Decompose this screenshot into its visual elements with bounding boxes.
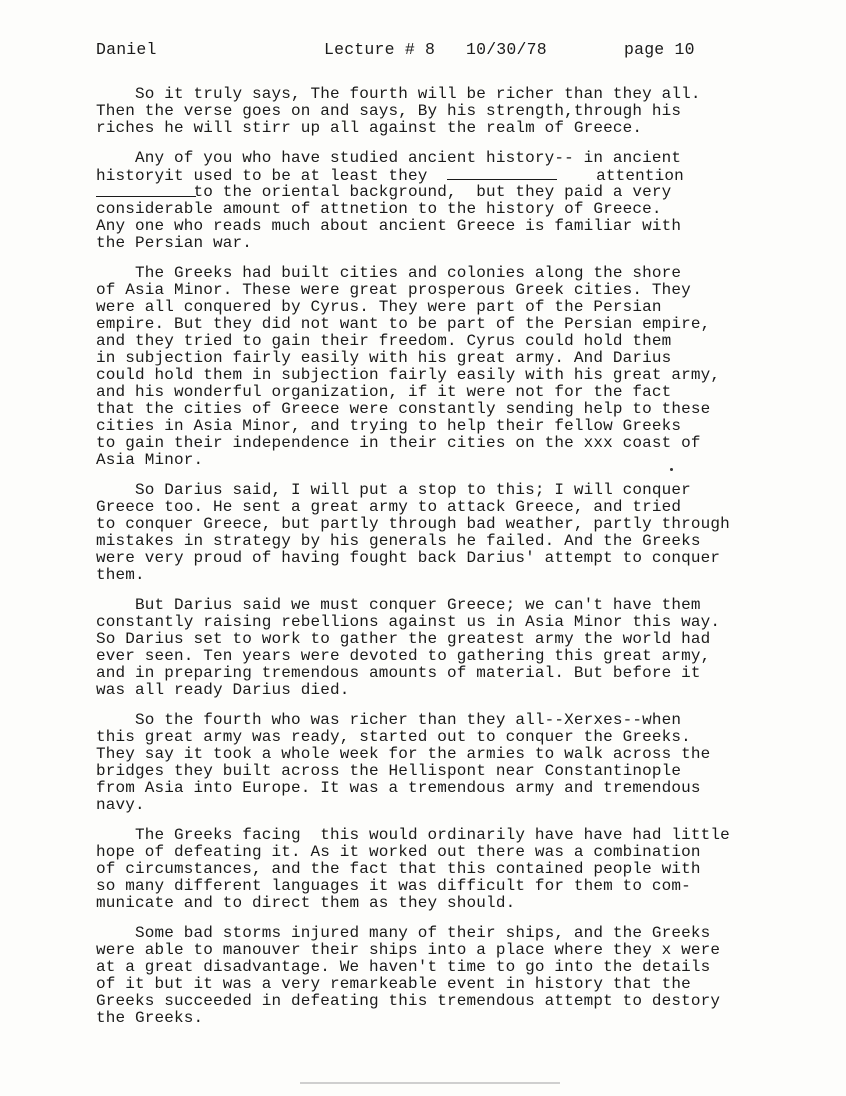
text-line: mistakes in strategy by his generals he failed. And the Greeks xyxy=(96,532,701,550)
header-page-number: page 10 xyxy=(624,40,695,59)
text-line: Greeks succeeded in defeating this tremendous attempt to destory xyxy=(96,992,721,1010)
text-line: hope of defeating it. As it worked out there was a combination xyxy=(96,843,701,861)
text-line: that the cities of Greece were constantly sending help to these xyxy=(96,400,711,418)
text-line: the Persian war. xyxy=(96,234,253,252)
scan-smudge xyxy=(300,1082,560,1084)
text-line: So Darius set to work to gather the greatest army the world had xyxy=(96,630,711,648)
text-line: of it but it was a very remarkeable event in history that the xyxy=(96,975,691,993)
blank-underline xyxy=(447,167,557,180)
paragraph xyxy=(96,925,796,1027)
text-line: of circumstances, and the fact that this contained people with xyxy=(96,860,701,878)
text-line: Any of you who have studied ancient history-- in ancient xyxy=(96,149,682,167)
text-line: from Asia into Europe. It was a tremendous army and tremendous xyxy=(96,779,701,797)
text-line: were able to manouver their ships into a place where they x were xyxy=(96,941,721,959)
text-line: empire. But they did not want to be part of the Persian empire, xyxy=(96,315,711,333)
text-line: this great army was ready, started out to conquer the Greeks. xyxy=(96,728,691,746)
text-line: They say it took a whole week for the armies to walk across the xyxy=(96,745,711,763)
paragraph xyxy=(96,86,796,137)
text-line: navy. xyxy=(96,796,145,814)
text-line: cities in Asia Minor, and trying to help their fellow Greeks xyxy=(96,417,682,435)
header-author: Daniel xyxy=(96,40,157,59)
text-line: The Greeks had built cities and colonies along the shore xyxy=(96,264,682,282)
text-line: bridges they built across the Hellispont near Constantinople xyxy=(96,762,682,780)
text-line: riches he will stirr up all against the realm of Greece. xyxy=(96,119,643,137)
text-fragment: historyit used to be at least they xyxy=(96,167,428,185)
header-date: 10/30/78 xyxy=(466,40,547,59)
text-line: was all ready Darius died. xyxy=(96,681,350,699)
paragraph xyxy=(96,712,796,814)
text-line: in subjection fairly easily with his great army. And Darius xyxy=(96,349,672,367)
paragraph xyxy=(96,265,796,469)
text-line: So the fourth who was richer than they all--Xerxes--when xyxy=(96,711,682,729)
text-fragment: attention xyxy=(596,167,684,185)
text-line-with-blank xyxy=(96,167,796,184)
text-line: considerable amount of attnetion to the history of Greece. xyxy=(96,200,662,218)
paragraph xyxy=(96,597,796,699)
document-body xyxy=(96,86,796,1040)
stray-ink-dot xyxy=(670,468,673,471)
text-line: Any one who reads much about ancient Greece is familiar with xyxy=(96,217,682,235)
text-line: the Greeks. xyxy=(96,1009,204,1027)
text-line: constantly raising rebellions against us in Asia Minor this way. xyxy=(96,613,721,631)
text-line: of Asia Minor. These were great prosperous Greek cities. They xyxy=(96,281,691,299)
text-line: to gain their independence in their cities on the xxx coast of xyxy=(96,434,701,452)
text-line: were all conquered by Cyrus. They were part of the Persian xyxy=(96,298,662,316)
text-line: Then the verse goes on and says, By his strength,through his xyxy=(96,102,682,120)
text-line: So Darius said, I will put a stop to this; I will conquer xyxy=(96,481,691,499)
text-line: them. xyxy=(96,566,145,584)
text-line: and his wonderful organization, if it were not for the fact xyxy=(96,383,672,401)
text-line: But Darius said we must conquer Greece; we can't have them xyxy=(96,596,701,614)
paragraph xyxy=(96,150,796,252)
blank-underline xyxy=(96,184,196,197)
text-line: Some bad storms injured many of their ships, and the Greeks xyxy=(96,924,711,942)
paragraph xyxy=(96,827,796,912)
text-line: and in preparing tremendous amounts of material. But before it xyxy=(96,664,701,682)
text-line: Asia Minor. xyxy=(96,451,204,469)
text-line: So it truly says, The fourth will be richer than they all. xyxy=(96,85,701,103)
text-line: Greece too. He sent a great army to attack Greece, and tried xyxy=(96,498,682,516)
text-line: at a great disadvantage. We haven't time to go into the details xyxy=(96,958,711,976)
text-line: and they tried to gain their freedom. Cyrus could hold them xyxy=(96,332,672,350)
text-line: The Greeks facing this would ordinarily have have had little xyxy=(96,826,730,844)
text-line: were very proud of having fought back Darius' attempt to conquer xyxy=(96,549,721,567)
text-fragment: to the oriental background, but they paid a very xyxy=(96,183,672,201)
page-header xyxy=(96,40,716,64)
text-line-with-blank xyxy=(96,184,796,201)
text-line: could hold them in subjection fairly easily with his great army, xyxy=(96,366,721,384)
text-line: ever seen. Ten years were devoted to gathering this great army, xyxy=(96,647,711,665)
header-lecture-number: Lecture # 8 xyxy=(324,40,436,59)
text-line: so many different languages it was difficult for them to com- xyxy=(96,877,691,895)
paragraph xyxy=(96,482,796,584)
text-line: to conquer Greece, but partly through bad weather, partly through xyxy=(96,515,730,533)
text-line: municate and to direct them as they should. xyxy=(96,894,516,912)
